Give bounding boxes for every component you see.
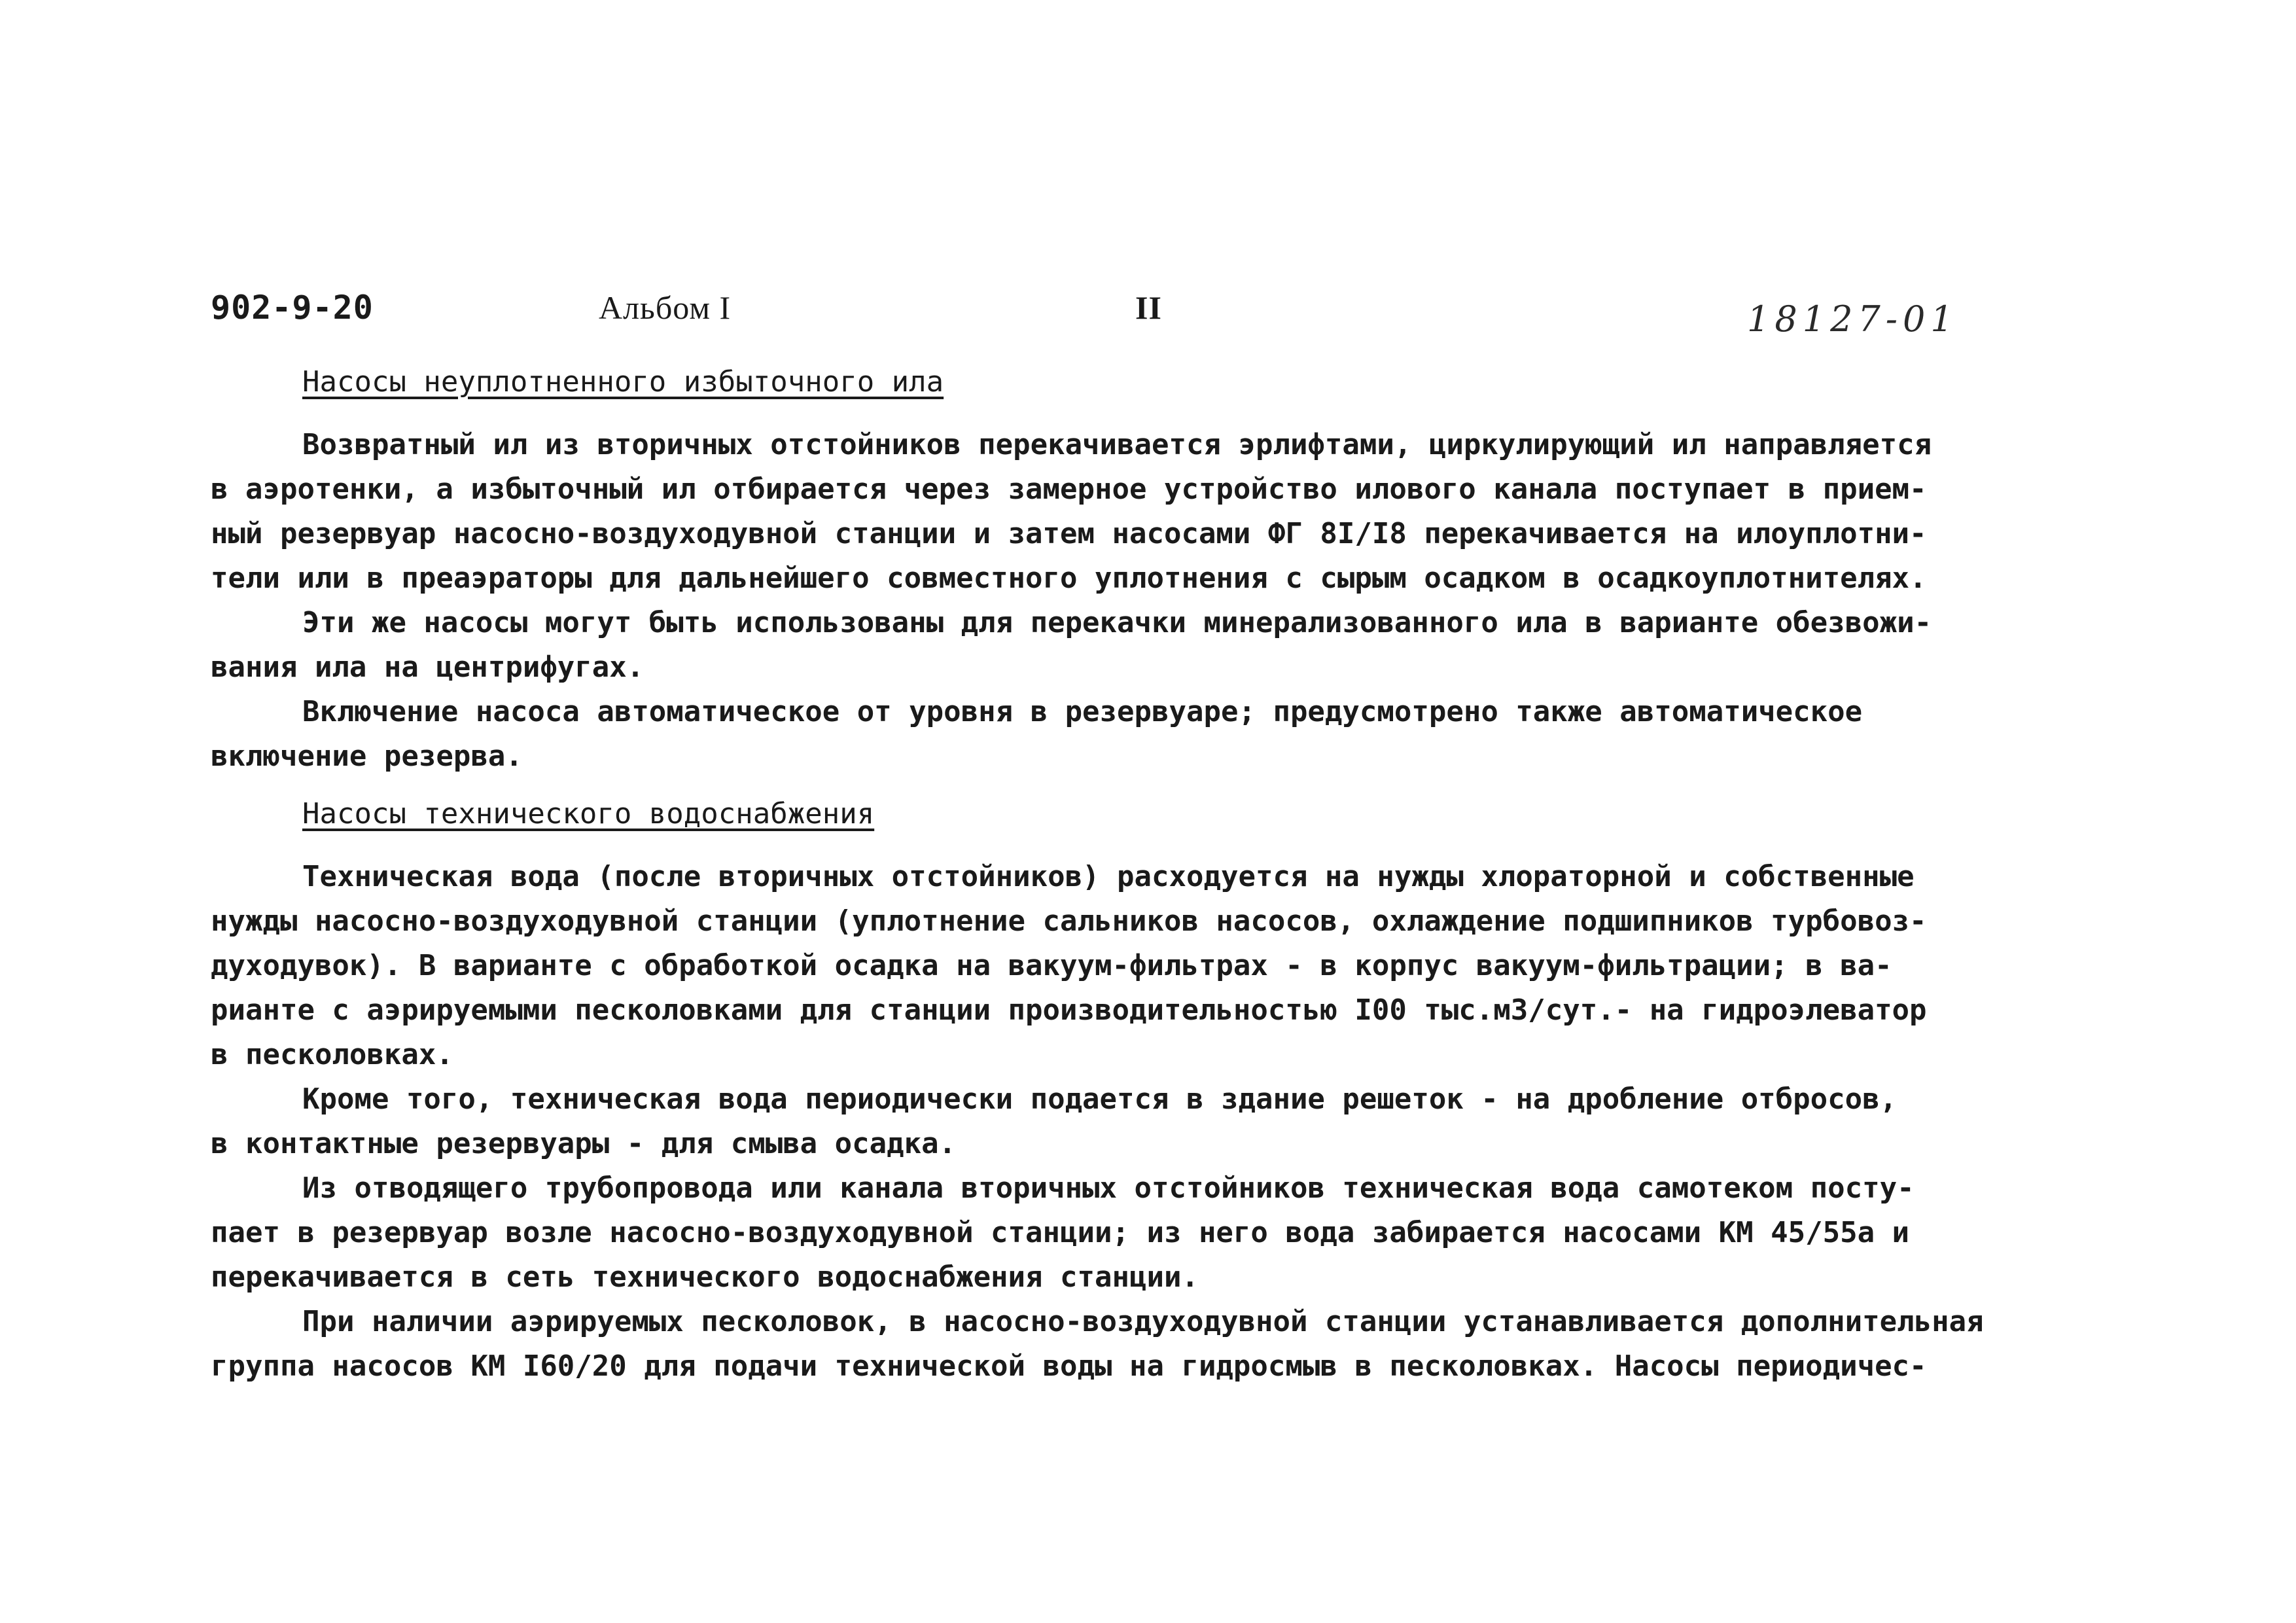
paragraph-line: в песколовках.: [211, 1038, 453, 1071]
paragraph-line: Возвратный ил из вторичных отстойников перекачивается эрлифтами, циркулирующий ил направляется: [302, 428, 1932, 461]
paragraph-line: Техническая вода (после вторичных отстойников) расходуется на нужды хлораторной и собственные: [302, 860, 1915, 893]
paragraph-line: в аэротенки, а избыточный ил отбирается через замерное устройство илового канала поступает в прием-: [211, 473, 1927, 506]
paragraph-line: пает в резервуар возле насосно-воздуходувной станции; из него вода забирается насосами КМ 45/55а и: [211, 1216, 1910, 1249]
section-heading-technical-water-pumps: Насосы технического водоснабжения: [302, 797, 875, 830]
paragraph-line: ный резервуар насосно-воздуходувной станции и затем насосами ФГ 8I/I8 перекачивается на илоуплотни-: [211, 517, 1927, 550]
paragraph-line: Кроме того, техническая вода периодически подается в здание решеток - на дробление отбросов,: [302, 1082, 1898, 1116]
paragraph-line: духодувок). В варианте с обработкой осадка на вакуум-фильтрах - в корпус вакуум-фильтрации; в ва-: [211, 949, 1892, 982]
page-number: II: [1135, 289, 1162, 326]
paragraph-line: вания ила на центрифугах.: [211, 651, 645, 684]
paragraph-line: рианте с аэрируемыми песколовками для станции производительностью I00 тыс.м3/сут.- на гидроэлеватор: [211, 993, 1927, 1027]
document-body: [211, 360, 2082, 1389]
paragraph-line: Эти же насосы могут быть использованы для перекачки минерализованного ила в варианте обезвожи-: [302, 606, 1932, 639]
paragraph-line: включение резерва.: [211, 740, 523, 773]
paragraph-line: перекачивается в сеть технического водоснабжения станции.: [211, 1260, 1199, 1294]
handwritten-inventory-number: 18127-01: [1747, 298, 1958, 340]
section-heading-excess-sludge-pumps: Насосы неуплотненного избыточного ила: [302, 365, 944, 399]
document-code: 902-9-20: [211, 289, 374, 327]
paragraph-line: При наличии аэрируемых песколовок, в насосно-воздуходувной станции устанавливается дополнительная: [302, 1305, 1984, 1338]
album-label: Альбом I: [599, 289, 732, 326]
paragraph-line: Включение насоса автоматическое от уровня в резервуаре; предусмотрено также автоматическое: [302, 695, 1863, 728]
paragraph-line: в контактные резервуары - для смыва осадка.: [211, 1127, 957, 1160]
paragraph-line: нужды насосно-воздуходувной станции (уплотнение сальников насосов, охлаждение подшипников турбовоз-: [211, 904, 1927, 938]
paragraph-line: тели или в преаэраторы для дальнейшего совместного уплотнения с сырым осадком в осадкоуплотнителях.: [211, 562, 1927, 595]
paragraph-line: группа насосов КМ I60/20 для подачи технической воды на гидросмыв в песколовках. Насосы периодичес-: [211, 1349, 1927, 1383]
paragraph-line: Из отводящего трубопровода или канала вторичных отстойников техническая вода самотеком посту-: [302, 1171, 1915, 1205]
